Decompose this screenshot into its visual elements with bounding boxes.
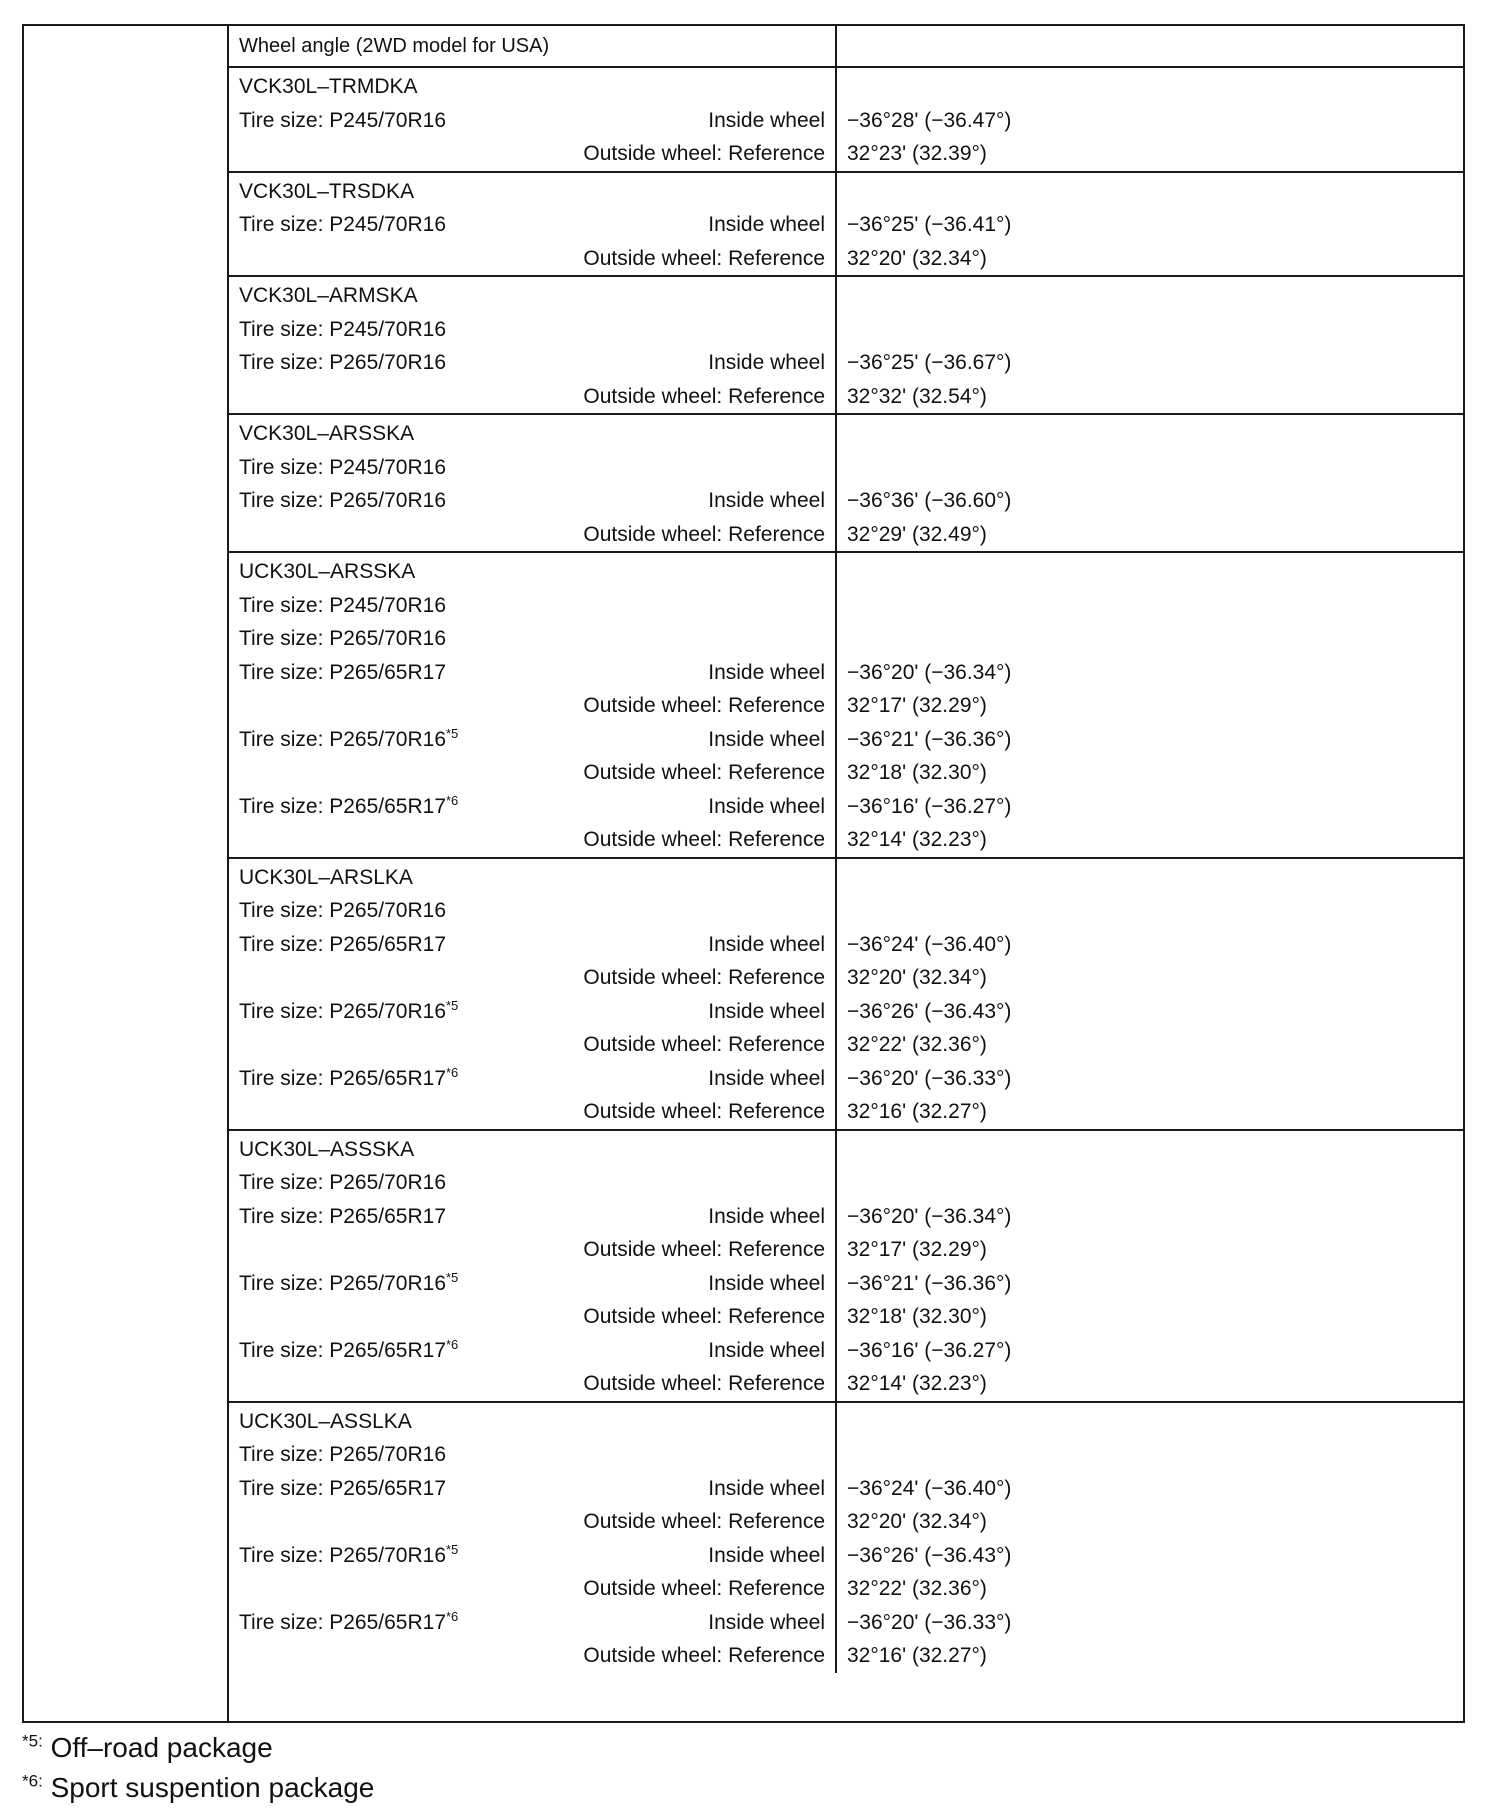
spec-row [229, 1472, 835, 1506]
spec-row [229, 242, 835, 276]
wheel-label: Inside wheel [708, 1204, 825, 1228]
model-code: VCK30L–TRSDKA [239, 179, 415, 203]
angle-row [837, 1028, 1463, 1062]
angle-value: −36°21' (−36.36°) [847, 727, 1012, 751]
angle-row [837, 756, 1463, 790]
angle-value: 32°18' (32.30°) [847, 761, 987, 784]
wheel-label: Outside wheel: Reference [583, 1577, 825, 1600]
spec-row [229, 689, 835, 723]
tire-size-text: Tire size: P265/70R16 [239, 999, 446, 1023]
wheel-label: Inside wheel [708, 999, 825, 1023]
tire-size-text: Tire size: P265/65R17 [239, 660, 446, 684]
value-spacer [837, 279, 1463, 313]
angle-row [837, 1606, 1463, 1640]
spec-row [229, 313, 835, 347]
spec-row [229, 104, 835, 138]
spec-row [229, 1438, 835, 1472]
spec-row [229, 790, 835, 824]
angle-value: 32°20' (32.34°) [847, 966, 987, 989]
tire-size-label [239, 995, 458, 1029]
tire-size-text: Tire size: P245/70R16 [239, 213, 446, 236]
value-cell [837, 553, 1463, 857]
spec-row [229, 1505, 835, 1539]
tire-size-label [239, 451, 446, 485]
wheel-label: Inside wheel [708, 1543, 825, 1567]
tire-size-label [239, 656, 446, 690]
spec-row [229, 1367, 835, 1401]
spec-cell [229, 68, 837, 171]
spec-row [229, 1639, 835, 1673]
angle-row [837, 104, 1463, 138]
model-code: VCK30L–TRMDKA [239, 75, 418, 98]
angle-value: 32°14' (32.23°) [847, 1372, 987, 1395]
tire-size-label [239, 790, 458, 824]
angle-value: 32°17' (32.29°) [847, 1238, 987, 1261]
tire-size-label [239, 589, 446, 623]
tire-size-label [239, 208, 446, 242]
angle-value: 32°23' (32.39°) [847, 142, 987, 165]
footnotes [22, 1728, 374, 1808]
spec-row [229, 518, 835, 552]
value-cell [837, 173, 1463, 276]
spec-cell [229, 173, 837, 276]
angle-row [837, 1572, 1463, 1606]
footnote-ref: *6 [446, 1336, 459, 1352]
tire-size-label [239, 346, 446, 380]
model-code: VCK30L–ARMSKA [239, 284, 418, 307]
angle-row [837, 313, 1463, 347]
angle-value: −36°24' (−36.40°) [847, 932, 1012, 956]
model-line [229, 1133, 835, 1167]
table-title: Wheel angle (2WD model for USA) [239, 35, 550, 57]
wheel-label: Inside wheel [708, 489, 825, 512]
angle-row [837, 1334, 1463, 1368]
model-line [229, 861, 835, 895]
value-spacer [837, 1133, 1463, 1167]
footnote-text: Off–road package [42, 1732, 273, 1763]
angle-row [837, 1639, 1463, 1673]
wheel-label: Outside wheel: Reference [583, 966, 825, 989]
tire-size-label [239, 313, 446, 347]
spec-row [229, 961, 835, 995]
angle-row [837, 137, 1463, 171]
wheel-label: Outside wheel: Reference [583, 1033, 825, 1056]
spec-cell [229, 1131, 837, 1401]
tire-size-label [239, 1200, 446, 1234]
angle-row [837, 242, 1463, 276]
tire-size-text: Tire size: P265/65R17 [239, 1610, 446, 1634]
spec-row [229, 823, 835, 857]
wheel-label: Inside wheel [708, 727, 825, 751]
spec-row [229, 346, 835, 380]
angle-value: −36°25' (−36.41°) [847, 213, 1012, 236]
header-value-cell [837, 26, 1463, 66]
tire-size-text: Tire size: P245/70R16 [239, 317, 446, 341]
wheel-label: Outside wheel: Reference [583, 761, 825, 784]
tire-size-text: Tire size: P265/70R16 [239, 899, 446, 922]
spec-row [229, 1062, 835, 1096]
tire-size-label [239, 928, 446, 962]
tire-size-text: Tire size: P265/70R16 [239, 351, 446, 374]
footnote-6 [22, 1768, 374, 1808]
model-group [229, 553, 1463, 859]
angle-row [837, 346, 1463, 380]
tire-size-label [239, 723, 458, 757]
model-code: UCK30L–ASSSKA [239, 1137, 415, 1161]
footnote-ref: *5 [446, 1269, 459, 1285]
model-line [229, 417, 835, 451]
angle-row [837, 1200, 1463, 1234]
value-spacer [837, 861, 1463, 895]
spec-row [229, 656, 835, 690]
angle-value: 32°22' (32.36°) [847, 1033, 987, 1056]
wheel-label: Inside wheel [708, 213, 825, 236]
tire-size-label [239, 104, 446, 138]
angle-row [837, 518, 1463, 552]
spec-cell [229, 415, 837, 551]
angle-row [837, 622, 1463, 656]
wheel-label: Inside wheel [708, 1476, 825, 1500]
left-blank-column [24, 26, 229, 1721]
wheel-label: Outside wheel: Reference [583, 1372, 825, 1395]
tire-size-text: Tire size: P265/70R16 [239, 489, 446, 512]
angle-value: 32°18' (32.30°) [847, 1305, 987, 1328]
spec-cell [229, 277, 837, 413]
tire-size-text: Tire size: P265/65R17 [239, 1338, 446, 1362]
model-group [229, 68, 1463, 173]
tire-size-text: Tire size: P265/70R16 [239, 1543, 446, 1567]
tire-size-text: Tire size: P265/70R16 [239, 727, 446, 751]
wheel-label: Inside wheel [708, 932, 825, 956]
value-spacer [837, 175, 1463, 209]
value-cell [837, 1131, 1463, 1401]
spec-cell [229, 859, 837, 1129]
angle-row [837, 1166, 1463, 1200]
wheel-label: Inside wheel [708, 1338, 825, 1362]
value-cell [837, 1403, 1463, 1673]
wheel-label: Outside wheel: Reference [583, 1238, 825, 1261]
model-group [229, 173, 1463, 278]
tire-size-label [239, 1606, 458, 1640]
spec-row [229, 1572, 835, 1606]
spec-row [229, 1095, 835, 1129]
angle-row [837, 823, 1463, 857]
spec-row [229, 723, 835, 757]
model-groups [229, 68, 1463, 1673]
value-spacer [837, 1405, 1463, 1439]
wheel-label: Inside wheel [708, 351, 825, 374]
model-line [229, 1405, 835, 1439]
angle-value: −36°20' (−36.33°) [847, 1610, 1012, 1634]
angle-row [837, 1438, 1463, 1472]
angle-row [837, 1539, 1463, 1573]
wheel-label: Outside wheel: Reference [583, 1100, 825, 1123]
model-line [229, 279, 835, 313]
wheel-label: Outside wheel: Reference [583, 694, 825, 717]
wheel-label: Outside wheel: Reference [583, 1305, 825, 1328]
spec-sheet [22, 24, 1465, 1723]
tire-size-text: Tire size: P265/65R17 [239, 1476, 446, 1500]
spec-row [229, 928, 835, 962]
model-line [229, 70, 835, 104]
tire-size-text: Tire size: P265/65R17 [239, 1204, 446, 1228]
spec-row [229, 1267, 835, 1301]
tire-size-text: Tire size: P265/70R16 [239, 1443, 446, 1466]
tire-size-label [239, 1166, 446, 1200]
angle-value: 32°16' (32.27°) [847, 1644, 987, 1667]
spec-row [229, 894, 835, 928]
wheel-label: Inside wheel [708, 794, 825, 818]
wheel-label: Outside wheel: Reference [583, 828, 825, 851]
angle-row [837, 790, 1463, 824]
angle-value: 32°14' (32.23°) [847, 828, 987, 851]
model-code: UCK30L–ARSSKA [239, 560, 416, 583]
spec-row [229, 756, 835, 790]
spec-row [229, 208, 835, 242]
spec-row [229, 484, 835, 518]
spec-row [229, 622, 835, 656]
spec-row [229, 380, 835, 414]
spec-row [229, 589, 835, 623]
tire-size-text: Tire size: P265/65R17 [239, 932, 446, 956]
angle-row [837, 656, 1463, 690]
model-line [229, 555, 835, 589]
angle-value: −36°25' (−36.67°) [847, 351, 1012, 374]
tire-size-label [239, 1472, 446, 1506]
tire-size-text: Tire size: P245/70R16 [239, 593, 446, 617]
angle-row [837, 995, 1463, 1029]
angle-value: −36°20' (−36.33°) [847, 1066, 1012, 1090]
tire-size-label [239, 894, 446, 928]
model-group [229, 859, 1463, 1131]
angle-row [837, 1300, 1463, 1334]
angle-value: 32°16' (32.27°) [847, 1100, 987, 1123]
angle-row [837, 1367, 1463, 1401]
angle-value: −36°36' (−36.60°) [847, 489, 1012, 512]
spec-row [229, 1334, 835, 1368]
spec-row [229, 1606, 835, 1640]
angle-row [837, 451, 1463, 485]
tire-size-label [239, 622, 446, 656]
spec-row [229, 995, 835, 1029]
spec-row [229, 1300, 835, 1334]
angle-row [837, 380, 1463, 414]
spec-row [229, 1166, 835, 1200]
model-code: UCK30L–ASSLKA [239, 1409, 412, 1433]
angle-row [837, 1505, 1463, 1539]
angle-value: −36°28' (−36.47°) [847, 108, 1012, 132]
spec-row [229, 451, 835, 485]
angle-value: 32°17' (32.29°) [847, 694, 987, 717]
spec-row [229, 1200, 835, 1234]
spec-row [229, 137, 835, 171]
footnote-ref: *6 [446, 1064, 459, 1080]
angle-row [837, 1267, 1463, 1301]
angle-row [837, 208, 1463, 242]
angle-row [837, 484, 1463, 518]
tire-size-text: Tire size: P265/70R16 [239, 1271, 446, 1295]
footnote-ref: *5 [446, 997, 459, 1013]
tire-size-label [239, 484, 446, 518]
tire-size-label [239, 1062, 458, 1096]
angle-row [837, 689, 1463, 723]
footnote-ref: *6 [446, 792, 459, 808]
wheel-label: Inside wheel [708, 1610, 825, 1634]
spec-row [229, 1233, 835, 1267]
tire-size-text: Tire size: P245/70R16 [239, 108, 446, 132]
wheel-label: Inside wheel [708, 1271, 825, 1295]
wheel-label: Inside wheel [708, 660, 825, 684]
wheel-label: Outside wheel: Reference [583, 142, 825, 165]
value-cell [837, 859, 1463, 1129]
angle-row [837, 1095, 1463, 1129]
tire-size-text: Tire size: P265/70R16 [239, 1171, 446, 1194]
angle-row [837, 961, 1463, 995]
model-group [229, 1131, 1463, 1403]
table-header-row [229, 26, 1463, 68]
wheel-label: Outside wheel: Reference [583, 1510, 825, 1533]
angle-value: 32°20' (32.34°) [847, 1510, 987, 1533]
model-code: VCK30L–ARSSKA [239, 422, 415, 445]
value-spacer [837, 417, 1463, 451]
spec-cell [229, 1403, 837, 1673]
angle-row [837, 723, 1463, 757]
angle-value: −36°20' (−36.34°) [847, 1204, 1012, 1228]
wheel-angle-table [229, 26, 1463, 1673]
footnote-ref: *6 [446, 1608, 459, 1624]
tire-size-text: Tire size: P245/70R16 [239, 455, 446, 479]
footnote-text: Sport suspention package [42, 1772, 375, 1803]
angle-value: −36°26' (−36.43°) [847, 999, 1012, 1023]
angle-row [837, 1233, 1463, 1267]
wheel-label: Inside wheel [708, 108, 825, 132]
value-cell [837, 68, 1463, 171]
angle-row [837, 1472, 1463, 1506]
angle-row [837, 589, 1463, 623]
angle-value: −36°24' (−36.40°) [847, 1476, 1012, 1500]
angle-value: −36°16' (−36.27°) [847, 794, 1012, 818]
tire-size-label [239, 1267, 458, 1301]
footnote-ref: *5 [446, 725, 459, 741]
model-group [229, 277, 1463, 415]
angle-value: −36°21' (−36.36°) [847, 1271, 1012, 1295]
angle-value: −36°16' (−36.27°) [847, 1338, 1012, 1362]
angle-row [837, 894, 1463, 928]
footnote-5 [22, 1728, 374, 1768]
model-group [229, 415, 1463, 553]
tire-size-label [239, 1539, 458, 1573]
wheel-label: Outside wheel: Reference [583, 246, 825, 270]
header-cell [229, 26, 837, 66]
angle-row [837, 1062, 1463, 1096]
angle-value: 32°20' (32.34°) [847, 246, 987, 270]
model-code: UCK30L–ARSLKA [239, 865, 413, 889]
angle-value: −36°20' (−36.34°) [847, 660, 1012, 684]
footnote-mark: *6: [22, 1771, 43, 1791]
angle-value: 32°22' (32.36°) [847, 1577, 987, 1600]
tire-size-text: Tire size: P265/65R17 [239, 1066, 446, 1090]
angle-row [837, 928, 1463, 962]
wheel-label: Inside wheel [708, 1066, 825, 1090]
spec-row [229, 1539, 835, 1573]
tire-size-text: Tire size: P265/70R16 [239, 627, 446, 650]
angle-value: 32°32' (32.54°) [847, 384, 987, 408]
model-group [229, 1403, 1463, 1673]
spec-cell [229, 553, 837, 857]
footnote-ref: *5 [446, 1541, 459, 1557]
spec-row [229, 1028, 835, 1062]
angle-value: 32°29' (32.49°) [847, 522, 987, 546]
wheel-label: Outside wheel: Reference [583, 1644, 825, 1667]
tire-size-text: Tire size: P265/65R17 [239, 794, 446, 818]
model-line [229, 175, 835, 209]
angle-value: −36°26' (−36.43°) [847, 1543, 1012, 1567]
tire-size-label [239, 1438, 446, 1472]
wheel-label: Outside wheel: Reference [583, 522, 825, 546]
wheel-label: Outside wheel: Reference [583, 384, 825, 408]
value-spacer [837, 555, 1463, 589]
tire-size-label [239, 1334, 458, 1368]
footnote-mark: *5: [22, 1731, 43, 1751]
value-spacer [837, 70, 1463, 104]
value-cell [837, 277, 1463, 413]
value-cell [837, 415, 1463, 551]
